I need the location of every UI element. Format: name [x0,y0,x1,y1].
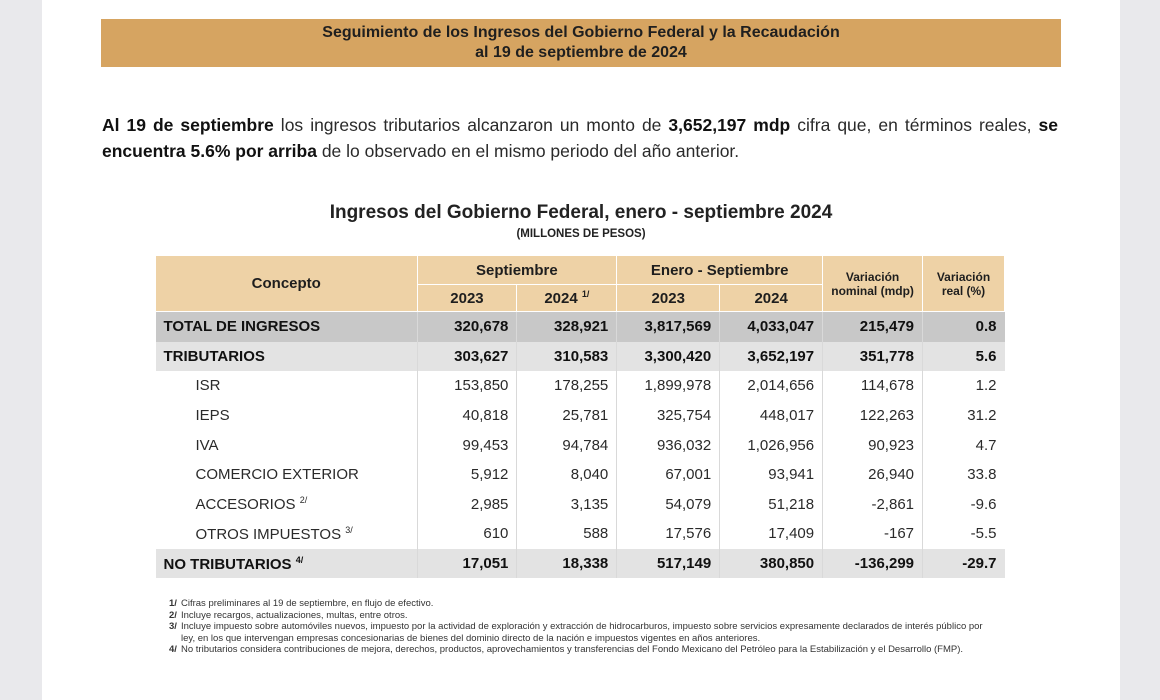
table-row [156,519,1005,549]
cell-vr: -29.7 [923,549,1005,579]
table-row [156,312,1005,342]
table-title: Ingresos del Gobierno Federal, enero - septiembre 2024 [329,202,833,223]
cell-e2024: 1,026,956 [720,430,823,460]
row-concept: NO TRIBUTARIOS $^{4/}$ [156,549,418,579]
cell-s2024: 588 [517,519,617,549]
banner-title-line2: al 19 de septiembre de 2024 [475,44,687,61]
cell-s2023: 320,678 [417,312,517,342]
table-row [156,430,1005,460]
cell-vn: -167 [823,519,923,549]
cell-s2023: 2,985 [417,490,517,520]
cell-s2023: 17,051 [417,549,517,579]
cell-vn: -136,299 [823,549,923,579]
cell-s2023: 153,850 [417,371,517,401]
row-note: 3/ [345,524,353,535]
cell-vn: 90,923 [823,430,923,460]
footnote-number: 4/ [169,644,177,655]
row-concept: COMERCIO EXTERIOR [156,460,418,490]
banner-title-line1: Seguimiento de los Ingresos del Gobierno Federal y la Recaudación [322,24,840,41]
header-sep-2024: 2024 $^{1/}$ [517,285,617,312]
cell-s2024: 8,040 [517,460,617,490]
cell-e2024: 51,218 [720,490,823,520]
table-row [156,401,1005,431]
cell-e2023: 517,149 [617,549,720,579]
cell-vn: 26,940 [823,460,923,490]
header-variacion-real: Variación real (%) [923,256,1005,312]
cell-e2023: 3,817,569 [617,312,720,342]
table-row [156,342,1005,372]
header-concepto: Concepto [156,256,418,312]
footnote [169,610,999,622]
cell-e2024: 2,014,656 [720,371,823,401]
table-row [156,460,1005,490]
footnote-number: 3/ [169,621,177,632]
cell-s2024: 3,135 [517,490,617,520]
cell-s2023: 610 [417,519,517,549]
cell-s2024: 25,781 [517,401,617,431]
row-concept: ISR [156,371,418,401]
cell-e2023: 54,079 [617,490,720,520]
table-subtitle: (MILLONES DE PESOS) [516,228,646,240]
cell-vr: 33.8 [967,466,997,484]
cell-vr: 4.7 [975,436,997,454]
row-concept: IVA [156,430,418,460]
cell-s2024: 310,583 [517,342,617,372]
cell-e2023: 3,300,420 [617,342,720,372]
cell-vr: -5.5 [970,525,997,543]
intro-growth: se encuentra 5.6% por arriba [102,115,1058,161]
intro-paragraph [102,112,1058,164]
footnote-text: Incluye recargos, actualizaciones, multas, entre otros. [181,609,408,621]
intro-text-1: los ingresos tributarios alcanzaron un monto de [273,115,669,135]
table-row [156,549,1005,579]
cell-vn: 215,479 [823,312,923,342]
header-banner [101,19,1061,67]
footnote [169,644,999,656]
header-sep-2024-note: 1/ [581,289,590,299]
intro-text-3: de lo observado en el mismo periodo del año anterior. [316,141,740,161]
cell-e2023: 1,899,978 [617,371,720,401]
cell-e2024: 4,033,047 [720,312,823,342]
footnote-number: 1/ [169,598,177,609]
header-enero-septiembre: Enero - Septiembre [617,256,823,285]
row-concept: TOTAL DE INGRESOS [156,312,418,342]
header-ene-sep-2024: 2024 [720,285,823,312]
row-concept: OTROS IMPUESTOS $^{3/}$ [156,519,418,549]
cell-e2024: 17,409 [720,519,823,549]
row-concept: IEPS [156,401,418,431]
cell-s2024: 94,784 [517,430,617,460]
cell-e2023: 936,032 [617,430,720,460]
cell-e2024: 3,652,197 [720,342,823,372]
cell-s2023: 99,453 [417,430,517,460]
cell-s2023: 5,912 [417,460,517,490]
cell-e2024: 93,941 [720,460,823,490]
cell-s2024: 178,255 [517,371,617,401]
row-note: 2/ [299,495,308,506]
row-concept: ACCESORIOS $^{2/}$ [156,490,418,520]
cell-e2023: 17,576 [617,519,720,549]
cell-s2024: 328,921 [517,312,617,342]
intro-amount: 3,652,197 mdp [668,115,791,135]
cell-vr: 1.2 [975,377,997,395]
cell-e2024: 448,017 [720,401,823,431]
document-page [42,0,1120,700]
footnote-text: No tributarios considera contribuciones de mejora, derechos, productos, aprovechamientos y transferencias del Fondo Mexicano del Petróleo para la Estabilización y el Desarrollo (FMP). [181,644,964,655]
cell-vr: -9.6 [970,495,997,513]
footnote [169,598,999,610]
cell-e2024: 380,850 [720,549,823,579]
header-variacion-nominal: Variación nominal (mdp) [823,256,923,312]
cell-vn: -2,861 [823,490,923,520]
footnote-text: Incluye impuesto sobre automóviles nuevos, impuesto por la actividad de exploración y extracción de hidrocarburos, impuesto sobre servicios expresamente declarados de interés público por ley, en los que intervengan empresas concesionarias de bienes del dominio directo de la nación e impuestos vigentes en años anteriores. [181,621,983,644]
footnote-text: Cifras preliminares al 19 de septiembre, en flujo de efectivo. [181,598,434,609]
row-concept: TRIBUTARIOS [156,342,418,372]
footnotes [169,598,999,656]
header-septiembre: Septiembre [417,256,617,285]
cell-s2023: 40,818 [417,401,517,431]
intro-text-2: cifra que, en términos reales, [790,115,1039,135]
cell-vn: 351,778 [823,342,923,372]
row-note: 4/ [295,554,304,565]
cell-vr: 31.2 [967,407,997,425]
income-table [155,255,1005,578]
footnote-number: 2/ [169,609,177,621]
header-sep-2023: 2023 [417,285,517,312]
cell-vr: 0.8 [923,312,1005,342]
cell-e2023: 67,001 [617,460,720,490]
table-row [156,490,1005,520]
table-row [156,371,1005,401]
cell-s2023: 303,627 [417,342,517,372]
cell-vr: 5.6 [923,342,1005,372]
intro-date: Al 19 de septiembre [102,115,274,135]
cell-vn: 114,678 [823,371,923,401]
header-ene-sep-2023: 2023 [617,285,720,312]
cell-e2023: 325,754 [617,401,720,431]
cell-s2024: 18,338 [517,549,617,579]
footnote [169,621,999,644]
cell-vn: 122,263 [823,401,923,431]
